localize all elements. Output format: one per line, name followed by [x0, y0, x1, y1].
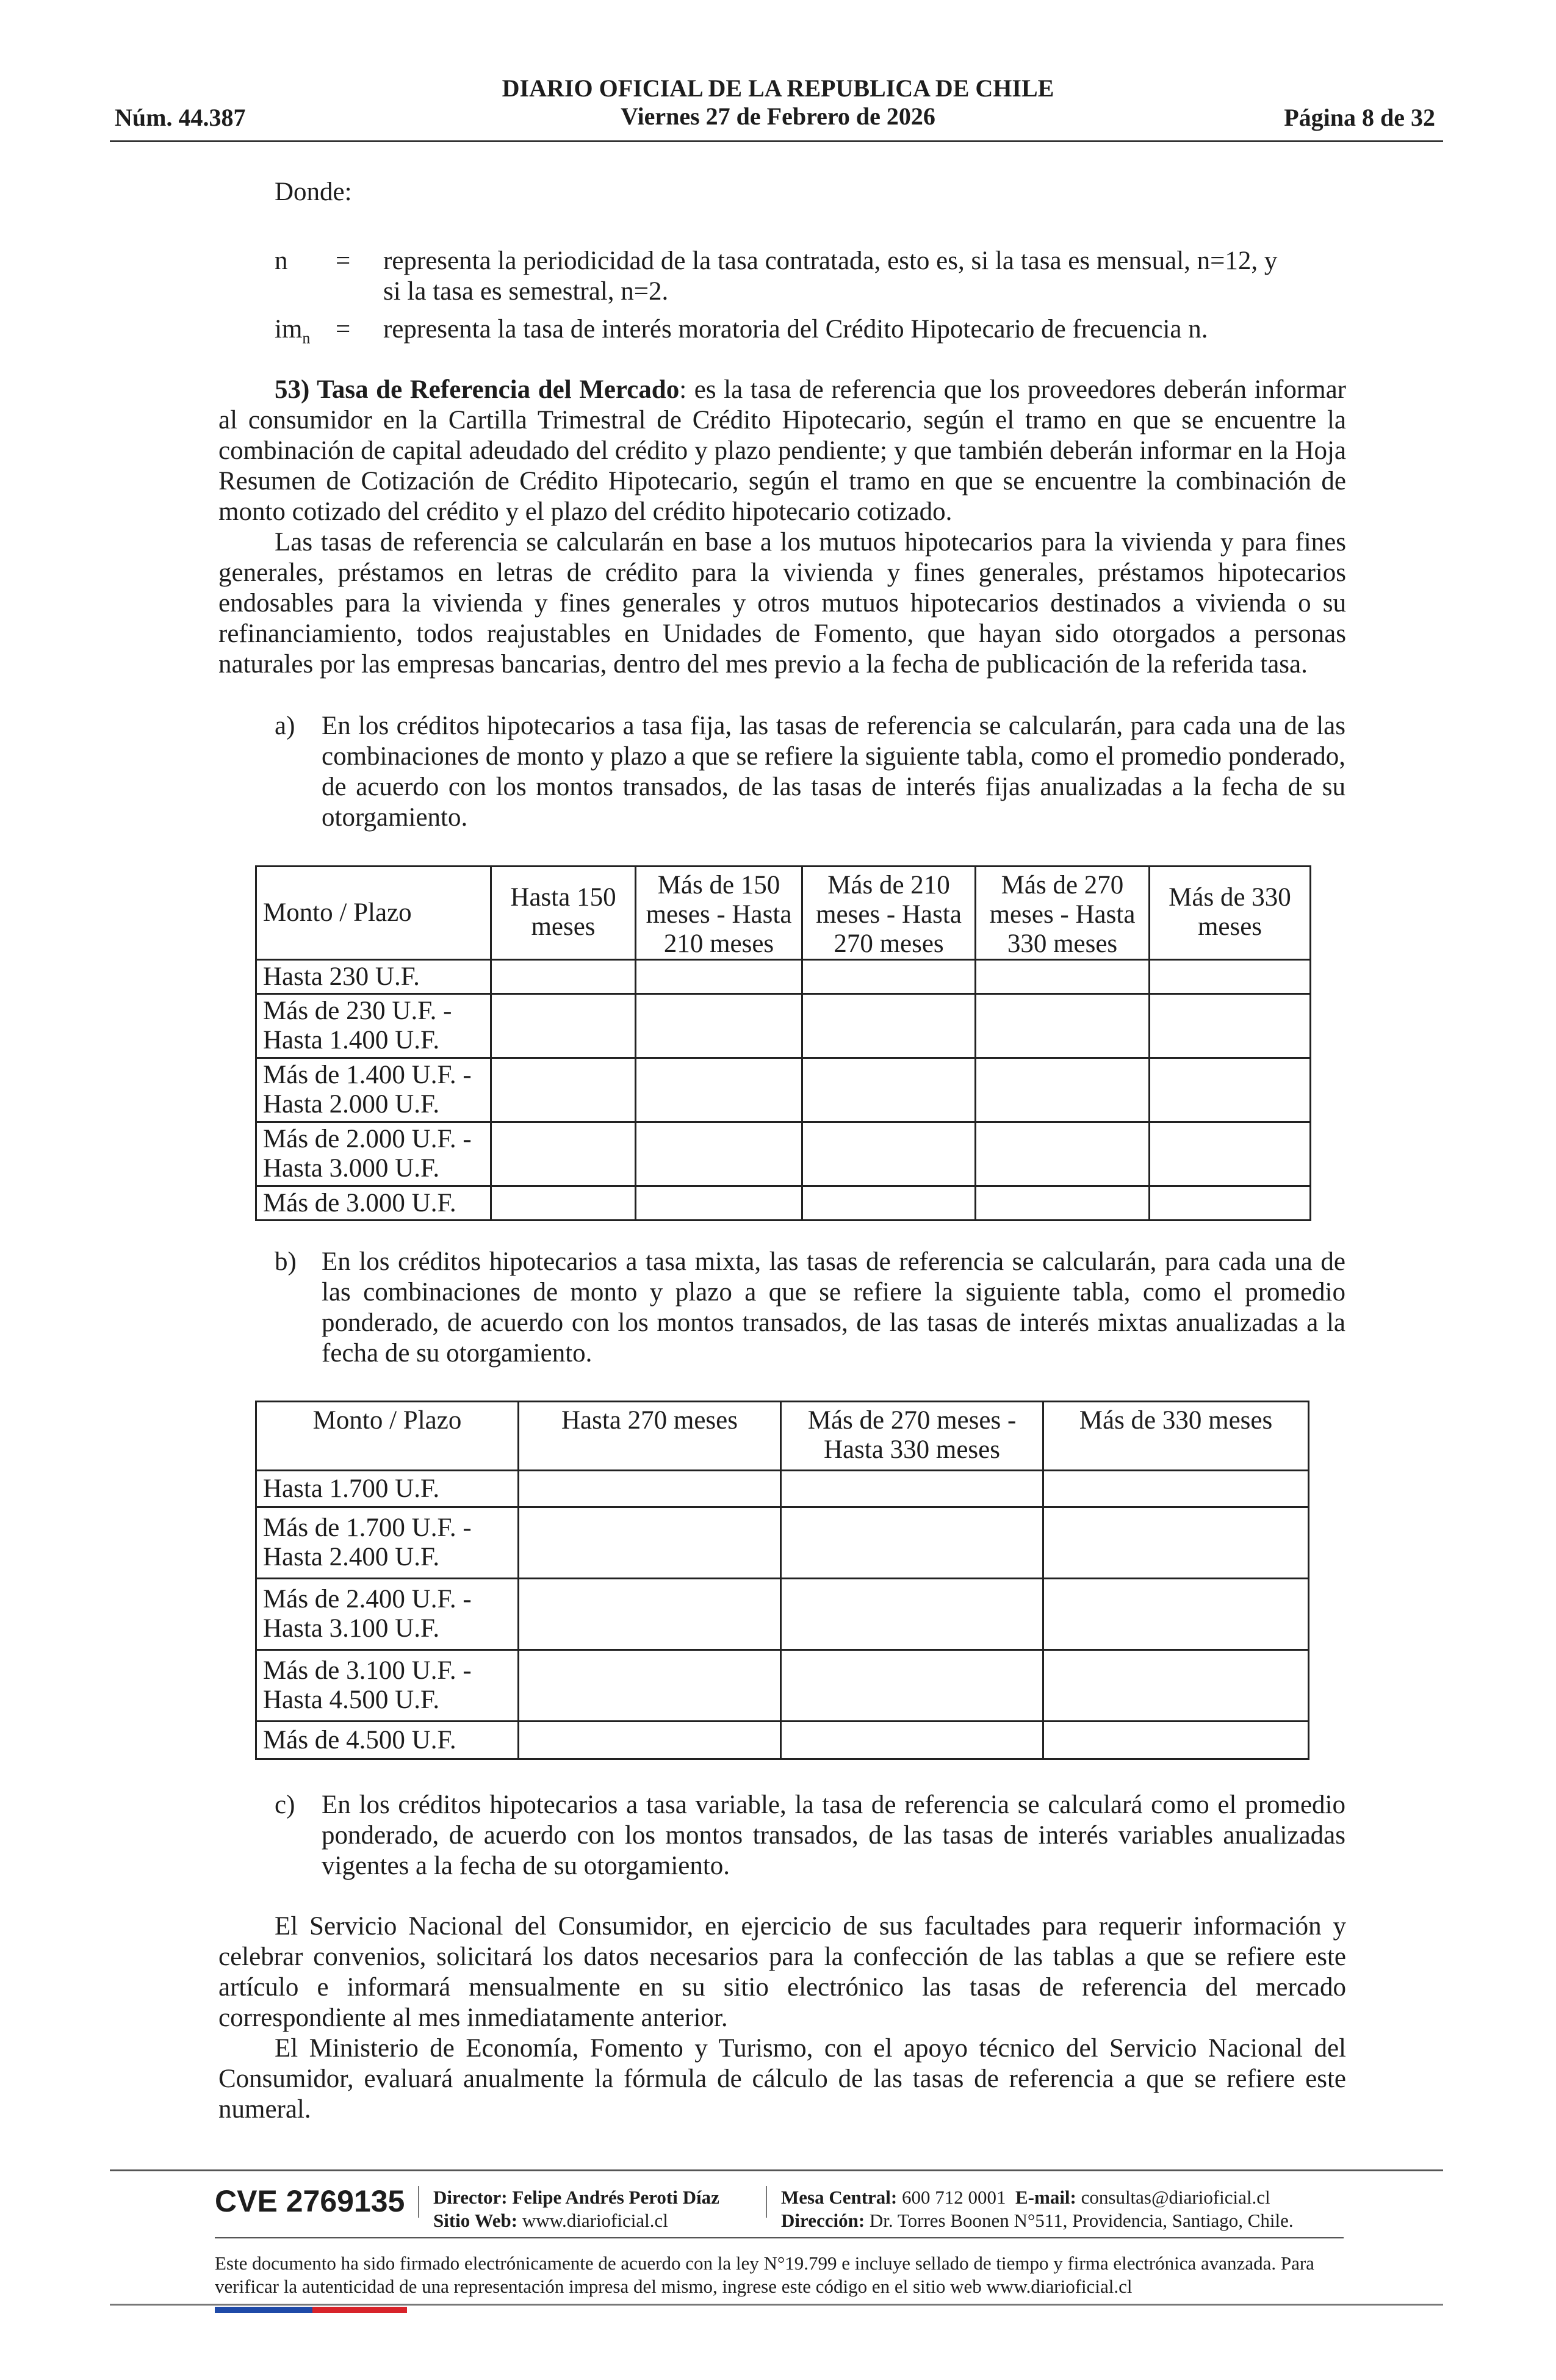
- item-b-text: En los créditos hipotecarios a tasa mixta, las tasas de referencia se calcularán, para cada una de las combinaciones de monto y plazo a que se refiere la siguiente tabla, como el promedio ponderado, de acuerdo con los montos transados, de las tasas de interés mixtas anualizadas a la fecha de su otorgamiento.: [322, 1247, 1345, 1368]
- row-label: Más de 2.000 U.F. - Hasta 3.000 U.F.: [256, 1122, 491, 1186]
- table-fixed-rate: [255, 865, 1311, 1221]
- row-label: Más de 1.400 U.F. - Hasta 2.000 U.F.: [256, 1058, 491, 1122]
- flag-stripe-red: [312, 2307, 407, 2313]
- table-row: [256, 1186, 1311, 1221]
- table-row: [256, 960, 1311, 994]
- page-number: Página 8 de 32: [1284, 104, 1435, 131]
- table-cell: [519, 1722, 781, 1759]
- donde-label: Donde:: [275, 178, 352, 206]
- table-cell: [781, 1579, 1043, 1650]
- table-header-cell: Más de 150 meses - Hasta 210 meses: [636, 867, 802, 960]
- table-cell: [519, 1650, 781, 1722]
- table-row: [256, 1122, 1311, 1186]
- footer-divider: [215, 2237, 1344, 2238]
- definition-symbol: $im_n$: [275, 315, 311, 347]
- table-header-cell: Más de 330 meses: [1043, 1402, 1309, 1471]
- table-cell: [1043, 1579, 1309, 1650]
- item-c-label: c): [275, 1790, 295, 1819]
- table-row: [256, 1579, 1309, 1650]
- table-cell: [802, 1122, 976, 1186]
- table-cell: [802, 994, 976, 1058]
- table-cell: [1043, 1471, 1309, 1507]
- table-cell: [1150, 1122, 1311, 1186]
- table-header-cell: Monto / Plazo: [256, 867, 491, 960]
- email-link[interactable]: consultas@diarioficial.cl: [1081, 2187, 1270, 2208]
- table-cell: [636, 1122, 802, 1186]
- definition-equals: =: [336, 247, 351, 275]
- publication-date: Viernes 27 de Febrero de 2026: [621, 103, 935, 130]
- table-cell: [636, 1058, 802, 1122]
- row-label: Más de 230 U.F. - Hasta 1.400 U.F.: [256, 994, 491, 1058]
- article-text: : es la tasa de referencia que los proveedores deberán informar al consumidor en la Cartilla Trimestral de Crédito Hipotecario, según el tramo en que se encuentre la combinación de capital adeudado del crédito y plazo pendiente; y que también deberán informar en la Hoja Resumen de Cotización de Crédito Hipotecario, según el tramo en que se encuentre la combinación de monto cotizado del crédito y el plazo del crédito hipotecario cotizado.: [218, 375, 1346, 526]
- table-row: [256, 994, 1311, 1058]
- table-cell: [1043, 1507, 1309, 1579]
- row-label: Más de 4.500 U.F.: [256, 1722, 519, 1759]
- row-label: Más de 3.000 U.F.: [256, 1186, 491, 1221]
- table-row: [256, 1507, 1309, 1579]
- table-cell: [1150, 1058, 1311, 1122]
- table-header-cell: Hasta 270 meses: [519, 1402, 781, 1471]
- article-53-paragraph: [218, 375, 1346, 527]
- table-row: [256, 1650, 1309, 1722]
- table-cell: [1150, 960, 1311, 994]
- table-header-cell: Monto / Plazo: [256, 1402, 519, 1471]
- table-header-cell: Más de 270 meses - Hasta 330 meses: [976, 867, 1150, 960]
- definition-symbol: n: [275, 247, 288, 275]
- item-a-label: a): [275, 712, 295, 740]
- footer-phone: Mesa Central: 600 712 0001 E-mail: consultas@diarioficial.cl: [781, 2187, 1270, 2208]
- table-cell: [491, 1122, 636, 1186]
- footer-director-block: [433, 2186, 719, 2232]
- table-cell: [491, 960, 636, 994]
- table-cell: [491, 1058, 636, 1122]
- footer-divider: [110, 2304, 1443, 2306]
- table-cell: [976, 1122, 1150, 1186]
- table-cell: [802, 1186, 976, 1221]
- table-mixed-rate: [255, 1401, 1309, 1760]
- table-cell: [781, 1722, 1043, 1759]
- header-divider: [110, 140, 1443, 142]
- flag-stripe-blue: [215, 2307, 312, 2313]
- item-b-label: b): [275, 1247, 297, 1276]
- legal-notice: Este documento ha sido firmado electrónicamente de acuerdo con la ley N°19.799 e incluye sellado de tiempo y firma electrónica avanzada. Para verificar la autenticidad de una representación impresa del mismo, ingrese este código en el sitio web www.diarioficial.cl: [215, 2252, 1314, 2297]
- definition-text: representa la tasa de interés moratoria del Crédito Hipotecario de frecuencia n.: [383, 315, 1208, 344]
- table-cell: [519, 1471, 781, 1507]
- article-title: 53) Tasa de Referencia del Mercado: [275, 375, 680, 404]
- website-link[interactable]: www.diarioficial.cl: [522, 2210, 668, 2231]
- table-cell: [802, 1058, 976, 1122]
- footer-website: Sitio Web: www.diarioficial.cl: [433, 2210, 668, 2231]
- definition-text: representa la periodicidad de la tasa contratada, esto es, si la tasa es mensual, n=12, y si la tasa es semestral, n=2.: [383, 247, 1278, 306]
- table-cell: [1150, 994, 1311, 1058]
- table-cell: [802, 960, 976, 994]
- table-row: [256, 1722, 1309, 1759]
- table-cell: [1043, 1722, 1309, 1759]
- row-label: Hasta 230 U.F.: [256, 960, 491, 994]
- table-header-cell: Más de 270 meses - Hasta 330 meses: [781, 1402, 1043, 1471]
- table-cell: [636, 960, 802, 994]
- table-cell: [976, 994, 1150, 1058]
- table-header-cell: Hasta 150 meses: [491, 867, 636, 960]
- row-label: Más de 1.700 U.F. - Hasta 2.400 U.F.: [256, 1507, 519, 1579]
- table-cell: [636, 1186, 802, 1221]
- table-cell: [781, 1471, 1043, 1507]
- paragraph-3: El Servicio Nacional del Consumidor, en ejercicio de sus facultades para requerir información y celebrar convenios, solicitará los datos necesarios para la confección de las tablas a que se refiere este artículo e informará mensualmente en su sitio electrónico las tasas de referencia del mercado correspondiente al mes inmediatamente anterior.: [218, 1912, 1346, 2032]
- table-cell: [519, 1579, 781, 1650]
- table-cell: [636, 994, 802, 1058]
- issue-number: Núm. 44.387: [115, 104, 246, 131]
- table-header-cell: Más de 210 meses - Hasta 270 meses: [802, 867, 976, 960]
- definition-imn: [275, 314, 1281, 354]
- paragraph-2: Las tasas de referencia se calcularán en base a los mutuos hipotecarios para la vivienda y para fines generales, préstamos en letras de crédito para la vivienda y fines generales, préstamos hipotecarios endosables para la vivienda y fines generales y otros mutuos hipotecarios destinados a vivienda o su refinanciamiento, todos reajustables en Unidades de Fomento, que hayan sido otorgados a personas naturales por las empresas bancarias, dentro del mes previo a la fecha de publicación de la referida tasa.: [218, 528, 1346, 679]
- footer-address: Dirección: Dr. Torres Boonen N°511, Providencia, Santiago, Chile.: [781, 2210, 1294, 2231]
- row-label: Más de 2.400 U.F. - Hasta 3.100 U.F.: [256, 1579, 519, 1650]
- table-cell: [781, 1650, 1043, 1722]
- table-cell: [519, 1507, 781, 1579]
- table-cell: [491, 994, 636, 1058]
- table-cell: [976, 1186, 1150, 1221]
- footer-divider: [110, 2169, 1443, 2171]
- cve-code: CVE 2769135: [215, 2184, 405, 2218]
- table-cell: [976, 1058, 1150, 1122]
- footer-contact-block: [781, 2186, 1294, 2232]
- row-label: Hasta 1.700 U.F.: [256, 1471, 519, 1507]
- footer-separator: [766, 2186, 767, 2218]
- footer-director: Director: Felipe Andrés Peroti Díaz: [433, 2187, 719, 2208]
- table-row: [256, 1471, 1309, 1507]
- item-c-text: En los créditos hipotecarios a tasa variable, la tasa de referencia se calculará como el promedio ponderado, de acuerdo con los montos transados, de las tasas de interés variables anualizadas vigentes a la fecha de su otorgamiento.: [322, 1790, 1345, 1880]
- publication-title: DIARIO OFICIAL DE LA REPUBLICA DE CHILE: [502, 74, 1054, 102]
- definition-equals: =: [336, 315, 351, 344]
- table-header-cell: Más de 330 meses: [1150, 867, 1311, 960]
- definition-n: [275, 246, 1281, 307]
- footer-separator: [418, 2186, 419, 2218]
- item-a-text: En los créditos hipotecarios a tasa fija, las tasas de referencia se calcularán, para cada una de las combinaciones de monto y plazo a que se refiere la siguiente tabla, como el promedio ponderado, de acuerdo con los montos transados, de las tasas de interés fijas anualizadas a la fecha de su otorgamiento.: [322, 712, 1345, 832]
- table-cell: [1150, 1186, 1311, 1221]
- table-cell: [491, 1186, 636, 1221]
- table-cell: [1043, 1650, 1309, 1722]
- row-label: Más de 3.100 U.F. - Hasta 4.500 U.F.: [256, 1650, 519, 1722]
- table-cell: [781, 1507, 1043, 1579]
- table-cell: [976, 960, 1150, 994]
- table-row: [256, 1058, 1311, 1122]
- paragraph-4: El Ministerio de Economía, Fomento y Turismo, con el apoyo técnico del Servicio Nacional del Consumidor, evaluará anualmente la fórmula de cálculo de las tasas de referencia a que se refiere este numeral.: [218, 2034, 1346, 2124]
